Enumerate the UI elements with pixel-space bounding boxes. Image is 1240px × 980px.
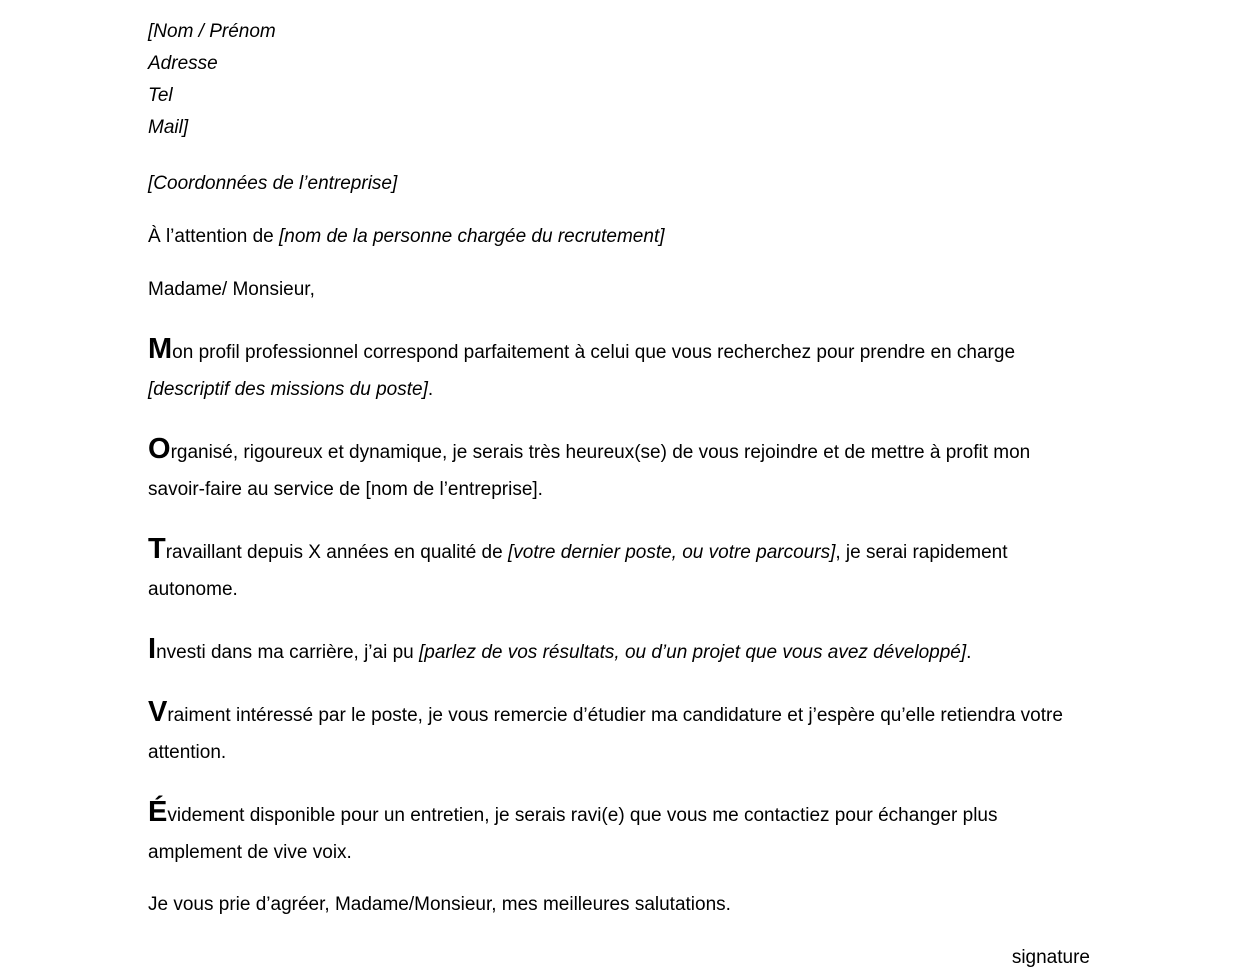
paragraph-text: , je serai rapidement autonome. xyxy=(148,542,1008,600)
paragraph-text: nvesti dans ma carrière, j’ai pu xyxy=(156,642,420,663)
paragraph-text: rganisé, rigoureux et dynamique, je serais très heureux(se) de vous rejoindre et de mettre à profit mon savoir-faire au service de [nom de l’entreprise]. xyxy=(148,442,1031,500)
sender-contact-line: [Nom / Prénom xyxy=(148,21,276,42)
company-details-line: [Coordonnées de l’entreprise] xyxy=(148,173,398,194)
signature-line: signature xyxy=(1011,947,1090,968)
letter-paragraph xyxy=(148,697,1090,771)
paragraph-initial-letter: M xyxy=(148,333,173,365)
paragraph-initial-letter: T xyxy=(148,533,166,565)
letter-paragraph xyxy=(148,797,1090,871)
placeholder-text: [parlez de vos résultats, ou d’un projet que vous avez développé] xyxy=(419,642,967,663)
salutation-line: Madame/ Monsieur, xyxy=(148,279,315,300)
placeholder-text: [descriptif des missions du poste] xyxy=(148,379,428,400)
paragraph-text: . xyxy=(427,379,434,400)
letter-paragraph xyxy=(148,334,1090,408)
paragraph-initial-letter: I xyxy=(148,633,157,665)
paragraph-text: ravaillant depuis X années en qualité de xyxy=(165,542,508,563)
paragraph-initial-letter: É xyxy=(148,796,168,828)
placeholder-text: [votre dernier poste, ou votre parcours] xyxy=(507,542,836,563)
letter-body xyxy=(148,334,1090,871)
paragraph-text: . xyxy=(966,642,972,663)
letter-paragraph xyxy=(148,634,1090,671)
attention-placeholder: [nom de la personne chargée du recrutement] xyxy=(278,226,665,247)
attention-prefix: À l’attention de xyxy=(148,226,279,247)
paragraph-text: raiment intéressé par le poste, je vous remercie d’étudier ma candidature et j’espère qu’elle retiendra votre attention. xyxy=(148,705,1063,763)
sender-contact-block xyxy=(148,16,1090,144)
letter-paragraph xyxy=(148,434,1090,508)
letter-paragraph xyxy=(148,534,1090,608)
paragraph-text: videment disponible pour un entretien, je serais ravi(e) que vous me contactiez pour échanger plus amplement de vive voix. xyxy=(148,805,998,863)
paragraph-initial-letter: V xyxy=(148,696,168,728)
sender-contact-line: Mail] xyxy=(148,117,189,138)
closing-line: Je vous prie d’agréer, Madame/Monsieur, mes meilleures salutations. xyxy=(148,894,731,915)
sender-contact-line: Adresse xyxy=(148,53,218,74)
paragraph-text: on profil professionnel correspond parfaitement à celui que vous recherchez pour prendre en charge xyxy=(172,342,1016,363)
sender-contact-line: Tel xyxy=(148,85,173,106)
attention-line xyxy=(148,218,1090,255)
paragraph-initial-letter: O xyxy=(148,433,171,465)
